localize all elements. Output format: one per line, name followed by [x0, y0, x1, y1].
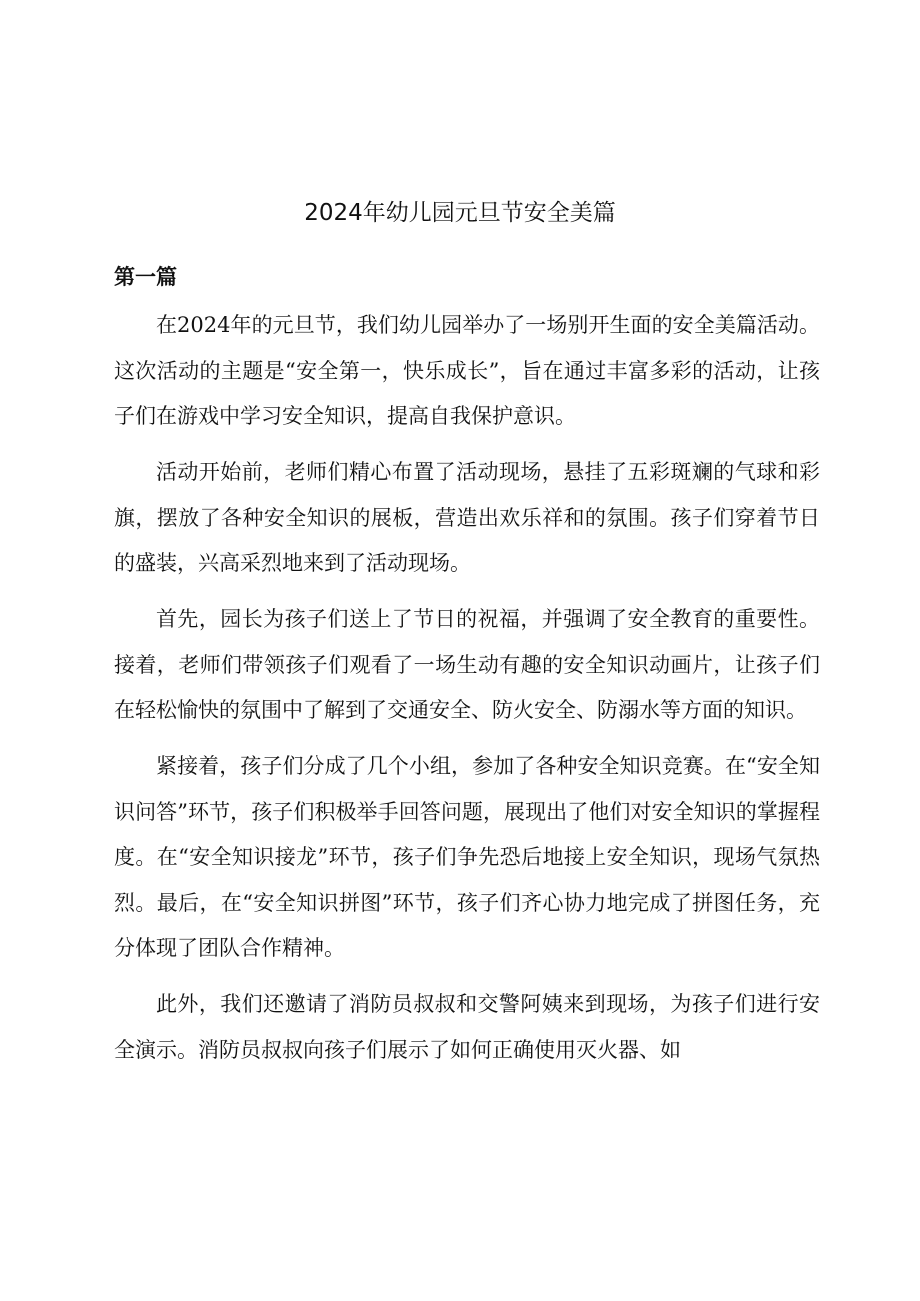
document-body	[114, 303, 820, 1084]
paragraph: 此外，我们还邀请了消防员叔叔和交警阿姨来到现场，为孩子们进行安全演示。消防员叔叔向孩子们展示了如何正确使用灭火器、如	[114, 992, 820, 1062]
paragraph: 活动开始前，老师们精心布置了活动现场，悬挂了五彩斑斓的气球和彩旗，摆放了各种安全知识的展板，营造出欢乐祥和的氛围。孩子们穿着节日的盛装，兴高采烈地来到了活动现场。	[114, 460, 820, 575]
paragraph: 紧接着，孩子们分成了几个小组，参加了各种安全知识竞赛。在“安全知识问答”环节，孩子们积极举手回答问题，展现出了他们对安全知识的掌握程度。在“安全知识接龙”环节，孩子们争先恐后地接上安全知识，现场气氛热烈。最后，在“安全知识拼图”环节，孩子们齐心协力地完成了拼图任务，充分体现了团队合作精神。	[114, 754, 820, 960]
section-heading: 第一篇	[114, 265, 177, 289]
paragraph: 在2024年的元旦节，我们幼儿园举办了一场别开生面的安全美篇活动。这次活动的主题是“安全第一，快乐成长”，旨在通过丰富多彩的活动，让孩子们在游戏中学习安全知识，提高自我保护意识。	[114, 313, 820, 428]
paragraph: 首先，园长为孩子们送上了节日的祝福，并强调了安全教育的重要性。接着，老师们带领孩子们观看了一场生动有趣的安全知识动画片，让孩子们在轻松愉快的氛围中了解到了交通安全、防火安全、防溺水等方面的知识。	[114, 607, 820, 722]
document-title: 2024年幼儿园元旦节安全美篇	[304, 200, 616, 226]
